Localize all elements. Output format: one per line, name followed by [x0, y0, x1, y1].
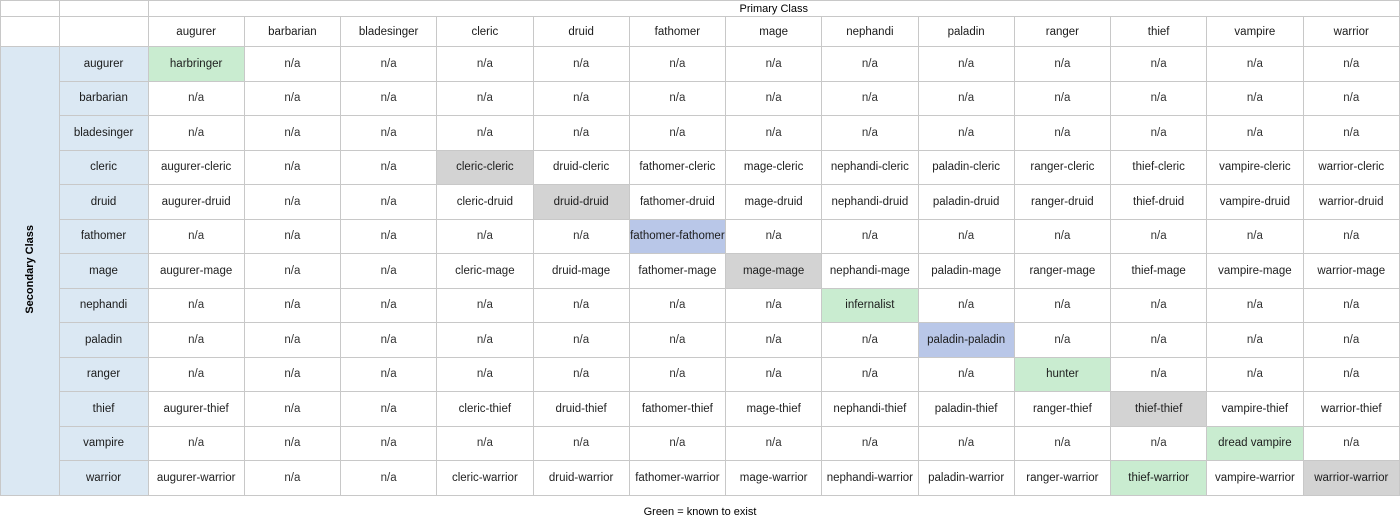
- cell-paladin-thief: paladin-thief: [918, 392, 1014, 427]
- cell-paladin-vampire: n/a: [918, 426, 1014, 461]
- cell-augurer-augurer: harbringer: [148, 47, 244, 82]
- cell-druid-mage: druid-mage: [533, 254, 629, 289]
- cell-barbarian-mage: n/a: [244, 254, 340, 289]
- column-header-barbarian: barbarian: [244, 17, 340, 47]
- cell-fathomer-ranger: n/a: [629, 357, 725, 392]
- cell-warrior-paladin: n/a: [1303, 323, 1400, 358]
- cell-thief-vampire: n/a: [1111, 426, 1207, 461]
- cell-druid-barbarian: n/a: [533, 81, 629, 116]
- cell-nephandi-cleric: nephandi-cleric: [822, 150, 918, 185]
- table-row: [1, 47, 1400, 82]
- cell-bladesinger-bladesinger: n/a: [341, 116, 437, 151]
- cell-augurer-nephandi: n/a: [148, 288, 244, 323]
- row-header-barbarian: barbarian: [59, 81, 148, 116]
- column-header-row: [1, 17, 1400, 47]
- cell-druid-warrior: druid-warrior: [533, 461, 629, 496]
- cell-bladesinger-fathomer: n/a: [341, 219, 437, 254]
- cell-vampire-ranger: n/a: [1207, 357, 1303, 392]
- secondary-class-title-text: Secondary Class: [23, 224, 36, 314]
- cell-druid-bladesinger: n/a: [533, 116, 629, 151]
- cell-mage-fathomer: n/a: [726, 219, 822, 254]
- cell-thief-mage: thief-mage: [1111, 254, 1207, 289]
- cell-druid-ranger: n/a: [533, 357, 629, 392]
- cell-warrior-ranger: n/a: [1303, 357, 1400, 392]
- cell-ranger-barbarian: n/a: [1014, 81, 1110, 116]
- cell-cleric-fathomer: n/a: [437, 219, 533, 254]
- cell-barbarian-paladin: n/a: [244, 323, 340, 358]
- cell-cleric-nephandi: n/a: [437, 288, 533, 323]
- cell-mage-ranger: n/a: [726, 357, 822, 392]
- cell-vampire-paladin: n/a: [1207, 323, 1303, 358]
- column-header-druid: druid: [533, 17, 629, 47]
- cell-cleric-mage: cleric-mage: [437, 254, 533, 289]
- cell-warrior-nephandi: n/a: [1303, 288, 1400, 323]
- secondary-class-title: [1, 47, 60, 496]
- cell-bladesinger-ranger: n/a: [341, 357, 437, 392]
- cell-thief-ranger: n/a: [1111, 357, 1207, 392]
- cell-thief-nephandi: n/a: [1111, 288, 1207, 323]
- cell-barbarian-druid: n/a: [244, 185, 340, 220]
- cell-warrior-bladesinger: n/a: [1303, 116, 1400, 151]
- row-header-nephandi: nephandi: [59, 288, 148, 323]
- cell-ranger-warrior: ranger-warrior: [1014, 461, 1110, 496]
- cell-barbarian-barbarian: n/a: [244, 81, 340, 116]
- column-header-paladin: paladin: [918, 17, 1014, 47]
- cell-ranger-bladesinger: n/a: [1014, 116, 1110, 151]
- column-header-cleric: cleric: [437, 17, 533, 47]
- cell-paladin-ranger: n/a: [918, 357, 1014, 392]
- cell-thief-druid: thief-druid: [1111, 185, 1207, 220]
- cell-paladin-augurer: n/a: [918, 47, 1014, 82]
- row-header-augurer: augurer: [59, 47, 148, 82]
- cell-druid-augurer: n/a: [533, 47, 629, 82]
- cell-nephandi-augurer: n/a: [822, 47, 918, 82]
- cell-augurer-druid: augurer-druid: [148, 185, 244, 220]
- cell-druid-cleric: druid-cleric: [533, 150, 629, 185]
- table-row: [1, 150, 1400, 185]
- cell-augurer-warrior: augurer-warrior: [148, 461, 244, 496]
- cell-ranger-ranger: hunter: [1014, 357, 1110, 392]
- corner-blank-top-label: [59, 1, 148, 17]
- cell-vampire-bladesinger: n/a: [1207, 116, 1303, 151]
- table-row: [1, 254, 1400, 289]
- cell-thief-barbarian: n/a: [1111, 81, 1207, 116]
- cell-paladin-warrior: paladin-warrior: [918, 461, 1014, 496]
- cell-warrior-augurer: n/a: [1303, 47, 1400, 82]
- cell-bladesinger-barbarian: n/a: [341, 81, 437, 116]
- cell-warrior-cleric: warrior-cleric: [1303, 150, 1400, 185]
- cell-vampire-thief: vampire-thief: [1207, 392, 1303, 427]
- cell-bladesinger-cleric: n/a: [341, 150, 437, 185]
- cell-paladin-nephandi: n/a: [918, 288, 1014, 323]
- cell-fathomer-warrior: fathomer-warrior: [629, 461, 725, 496]
- cell-bladesinger-nephandi: n/a: [341, 288, 437, 323]
- cell-warrior-fathomer: n/a: [1303, 219, 1400, 254]
- cell-paladin-druid: paladin-druid: [918, 185, 1014, 220]
- cell-nephandi-ranger: n/a: [822, 357, 918, 392]
- corner-blank-rowlabel: [59, 17, 148, 47]
- table-row: [1, 461, 1400, 496]
- cell-vampire-fathomer: n/a: [1207, 219, 1303, 254]
- table-row: [1, 116, 1400, 151]
- primary-class-title-row: [1, 1, 1400, 17]
- cell-vampire-cleric: vampire-cleric: [1207, 150, 1303, 185]
- cell-nephandi-druid: nephandi-druid: [822, 185, 918, 220]
- cell-barbarian-augurer: n/a: [244, 47, 340, 82]
- cell-augurer-ranger: n/a: [148, 357, 244, 392]
- cell-ranger-mage: ranger-mage: [1014, 254, 1110, 289]
- cell-thief-warrior: thief-warrior: [1111, 461, 1207, 496]
- cell-cleric-druid: cleric-druid: [437, 185, 533, 220]
- cell-cleric-paladin: n/a: [437, 323, 533, 358]
- cell-augurer-barbarian: n/a: [148, 81, 244, 116]
- cell-ranger-vampire: n/a: [1014, 426, 1110, 461]
- row-header-paladin: paladin: [59, 323, 148, 358]
- row-header-thief: thief: [59, 392, 148, 427]
- cell-druid-vampire: n/a: [533, 426, 629, 461]
- table-header: [1, 1, 1400, 47]
- cell-barbarian-bladesinger: n/a: [244, 116, 340, 151]
- table-row: [1, 219, 1400, 254]
- cell-barbarian-warrior: n/a: [244, 461, 340, 496]
- cell-ranger-thief: ranger-thief: [1014, 392, 1110, 427]
- cell-fathomer-barbarian: n/a: [629, 81, 725, 116]
- cell-thief-thief: thief-thief: [1111, 392, 1207, 427]
- cell-bladesinger-warrior: n/a: [341, 461, 437, 496]
- cell-augurer-paladin: n/a: [148, 323, 244, 358]
- cell-fathomer-vampire: n/a: [629, 426, 725, 461]
- cell-mage-warrior: mage-warrior: [726, 461, 822, 496]
- row-header-warrior: warrior: [59, 461, 148, 496]
- cell-cleric-ranger: n/a: [437, 357, 533, 392]
- cell-augurer-thief: augurer-thief: [148, 392, 244, 427]
- cell-ranger-fathomer: n/a: [1014, 219, 1110, 254]
- cell-cleric-vampire: n/a: [437, 426, 533, 461]
- column-header-augurer: augurer: [148, 17, 244, 47]
- cell-paladin-bladesinger: n/a: [918, 116, 1014, 151]
- cell-nephandi-bladesinger: n/a: [822, 116, 918, 151]
- cell-cleric-cleric: cleric-cleric: [437, 150, 533, 185]
- cell-ranger-nephandi: n/a: [1014, 288, 1110, 323]
- cell-bladesinger-vampire: n/a: [341, 426, 437, 461]
- table-row: [1, 288, 1400, 323]
- cell-paladin-mage: paladin-mage: [918, 254, 1014, 289]
- cell-fathomer-augurer: n/a: [629, 47, 725, 82]
- cell-vampire-augurer: n/a: [1207, 47, 1303, 82]
- cell-warrior-mage: warrior-mage: [1303, 254, 1400, 289]
- row-header-bladesinger: bladesinger: [59, 116, 148, 151]
- row-header-druid: druid: [59, 185, 148, 220]
- cell-thief-paladin: n/a: [1111, 323, 1207, 358]
- cell-nephandi-mage: nephandi-mage: [822, 254, 918, 289]
- cell-mage-nephandi: n/a: [726, 288, 822, 323]
- cell-fathomer-nephandi: n/a: [629, 288, 725, 323]
- primary-class-title: Primary Class: [148, 1, 1400, 17]
- cell-cleric-augurer: n/a: [437, 47, 533, 82]
- cell-paladin-fathomer: n/a: [918, 219, 1014, 254]
- corner-blank-top-left: [1, 1, 60, 17]
- cell-warrior-thief: warrior-thief: [1303, 392, 1400, 427]
- cell-barbarian-fathomer: n/a: [244, 219, 340, 254]
- cell-vampire-barbarian: n/a: [1207, 81, 1303, 116]
- cell-mage-barbarian: n/a: [726, 81, 822, 116]
- table-row: [1, 323, 1400, 358]
- cell-mage-thief: mage-thief: [726, 392, 822, 427]
- column-header-fathomer: fathomer: [629, 17, 725, 47]
- cell-warrior-warrior: warrior-warrior: [1303, 461, 1400, 496]
- cell-cleric-thief: cleric-thief: [437, 392, 533, 427]
- row-header-mage: mage: [59, 254, 148, 289]
- table-row: [1, 185, 1400, 220]
- cell-mage-druid: mage-druid: [726, 185, 822, 220]
- table-row: [1, 392, 1400, 427]
- cell-mage-bladesinger: n/a: [726, 116, 822, 151]
- column-header-warrior: warrior: [1303, 17, 1400, 47]
- row-header-cleric: cleric: [59, 150, 148, 185]
- cell-vampire-druid: vampire-druid: [1207, 185, 1303, 220]
- column-header-ranger: ranger: [1014, 17, 1110, 47]
- cell-vampire-warrior: vampire-warrior: [1207, 461, 1303, 496]
- table-body: [1, 47, 1400, 496]
- cell-barbarian-cleric: n/a: [244, 150, 340, 185]
- cell-bladesinger-druid: n/a: [341, 185, 437, 220]
- cell-barbarian-nephandi: n/a: [244, 288, 340, 323]
- cell-nephandi-nephandi: infernalist: [822, 288, 918, 323]
- cell-paladin-cleric: paladin-cleric: [918, 150, 1014, 185]
- cell-fathomer-druid: fathomer-druid: [629, 185, 725, 220]
- cell-cleric-warrior: cleric-warrior: [437, 461, 533, 496]
- cell-bladesinger-augurer: n/a: [341, 47, 437, 82]
- cell-cleric-barbarian: n/a: [437, 81, 533, 116]
- row-header-ranger: ranger: [59, 357, 148, 392]
- cell-barbarian-ranger: n/a: [244, 357, 340, 392]
- cell-fathomer-paladin: n/a: [629, 323, 725, 358]
- cell-fathomer-thief: fathomer-thief: [629, 392, 725, 427]
- column-header-nephandi: nephandi: [822, 17, 918, 47]
- cell-warrior-barbarian: n/a: [1303, 81, 1400, 116]
- cell-warrior-druid: warrior-druid: [1303, 185, 1400, 220]
- cell-fathomer-fathomer: fathomer-fathomer: [629, 219, 725, 254]
- cell-mage-vampire: n/a: [726, 426, 822, 461]
- cell-druid-fathomer: n/a: [533, 219, 629, 254]
- corner-blank-rotate: [1, 17, 60, 47]
- row-header-fathomer: fathomer: [59, 219, 148, 254]
- cell-warrior-vampire: n/a: [1303, 426, 1400, 461]
- cell-vampire-mage: vampire-mage: [1207, 254, 1303, 289]
- cell-fathomer-cleric: fathomer-cleric: [629, 150, 725, 185]
- table-row: [1, 357, 1400, 392]
- cell-vampire-vampire: dread vampire: [1207, 426, 1303, 461]
- cell-fathomer-mage: fathomer-mage: [629, 254, 725, 289]
- cell-ranger-druid: ranger-druid: [1014, 185, 1110, 220]
- table-row: [1, 81, 1400, 116]
- row-header-vampire: vampire: [59, 426, 148, 461]
- cell-nephandi-warrior: nephandi-warrior: [822, 461, 918, 496]
- cell-druid-druid: druid-druid: [533, 185, 629, 220]
- cell-thief-bladesinger: n/a: [1111, 116, 1207, 151]
- cell-ranger-augurer: n/a: [1014, 47, 1110, 82]
- cell-thief-augurer: n/a: [1111, 47, 1207, 82]
- cell-nephandi-barbarian: n/a: [822, 81, 918, 116]
- cell-augurer-cleric: augurer-cleric: [148, 150, 244, 185]
- cell-druid-nephandi: n/a: [533, 288, 629, 323]
- cell-bladesinger-thief: n/a: [341, 392, 437, 427]
- cell-ranger-paladin: n/a: [1014, 323, 1110, 358]
- cell-ranger-cleric: ranger-cleric: [1014, 150, 1110, 185]
- column-header-mage: mage: [726, 17, 822, 47]
- cell-augurer-mage: augurer-mage: [148, 254, 244, 289]
- cell-barbarian-vampire: n/a: [244, 426, 340, 461]
- cell-paladin-barbarian: n/a: [918, 81, 1014, 116]
- cell-bladesinger-paladin: n/a: [341, 323, 437, 358]
- cell-mage-augurer: n/a: [726, 47, 822, 82]
- cell-augurer-fathomer: n/a: [148, 219, 244, 254]
- cell-mage-paladin: n/a: [726, 323, 822, 358]
- cell-thief-cleric: thief-cleric: [1111, 150, 1207, 185]
- cell-augurer-vampire: n/a: [148, 426, 244, 461]
- cell-augurer-bladesinger: n/a: [148, 116, 244, 151]
- cell-mage-mage: mage-mage: [726, 254, 822, 289]
- cell-thief-fathomer: n/a: [1111, 219, 1207, 254]
- legend-text: Green = known to exist: [0, 496, 1400, 518]
- column-header-vampire: vampire: [1207, 17, 1303, 47]
- cell-nephandi-vampire: n/a: [822, 426, 918, 461]
- cell-fathomer-bladesinger: n/a: [629, 116, 725, 151]
- cell-vampire-nephandi: n/a: [1207, 288, 1303, 323]
- cell-paladin-paladin: paladin-paladin: [918, 323, 1014, 358]
- cell-barbarian-thief: n/a: [244, 392, 340, 427]
- cell-druid-thief: druid-thief: [533, 392, 629, 427]
- cell-nephandi-thief: nephandi-thief: [822, 392, 918, 427]
- cell-cleric-bladesinger: n/a: [437, 116, 533, 151]
- cell-nephandi-fathomer: n/a: [822, 219, 918, 254]
- cell-druid-paladin: n/a: [533, 323, 629, 358]
- column-header-thief: thief: [1111, 17, 1207, 47]
- cell-nephandi-paladin: n/a: [822, 323, 918, 358]
- column-header-bladesinger: bladesinger: [341, 17, 437, 47]
- cell-bladesinger-mage: n/a: [341, 254, 437, 289]
- table-row: [1, 426, 1400, 461]
- cell-mage-cleric: mage-cleric: [726, 150, 822, 185]
